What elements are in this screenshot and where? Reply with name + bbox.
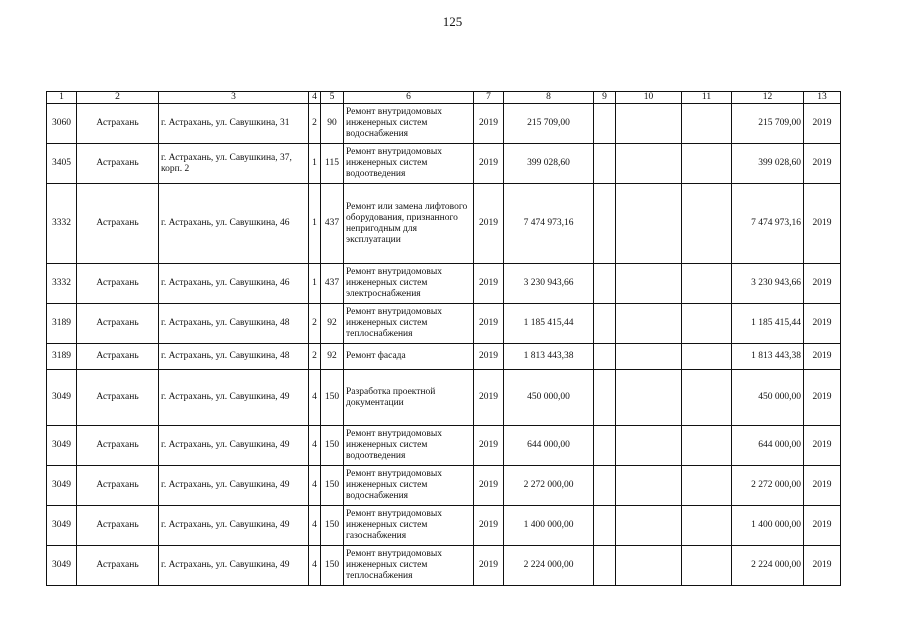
cell-col10 bbox=[616, 426, 682, 466]
table-row bbox=[47, 370, 841, 426]
cell-col5: 437 bbox=[321, 184, 344, 264]
cell-address: г. Астрахань, ул. Савушкина, 46 bbox=[159, 184, 309, 264]
cell-municipality: Астрахань bbox=[77, 144, 159, 184]
cell-year-end: 2019 bbox=[804, 344, 841, 370]
table-row bbox=[47, 264, 841, 304]
column-header: 4 bbox=[309, 92, 321, 104]
table-row bbox=[47, 344, 841, 370]
cell-col9 bbox=[594, 466, 616, 506]
cell-col9 bbox=[594, 304, 616, 344]
column-header: 10 bbox=[616, 92, 682, 104]
cell-register-id: 3189 bbox=[47, 344, 77, 370]
cell-col11 bbox=[682, 304, 732, 344]
cell-cost-total: 1 185 415,44 bbox=[732, 304, 804, 344]
cell-cost: 2 224 000,00 bbox=[504, 546, 594, 586]
cell-work-type: Разработка проектной документации bbox=[344, 370, 474, 426]
page-number: 125 bbox=[442, 14, 463, 29]
cell-municipality: Астрахань bbox=[77, 426, 159, 466]
cell-year: 2019 bbox=[474, 104, 504, 144]
cell-work-type: Ремонт внутридомовых инженерных систем водоотведения bbox=[344, 144, 474, 184]
cell-col11 bbox=[682, 546, 732, 586]
cell-year-end: 2019 bbox=[804, 144, 841, 184]
cell-col5: 90 bbox=[321, 104, 344, 144]
cell-cost: 1 185 415,44 bbox=[504, 304, 594, 344]
cell-work-type: Ремонт фасада bbox=[344, 344, 474, 370]
cell-cost: 2 272 000,00 bbox=[504, 466, 594, 506]
cell-address: г. Астрахань, ул. Савушкина, 46 bbox=[159, 264, 309, 304]
cell-col4: 1 bbox=[309, 264, 321, 304]
cell-work-type: Ремонт внутридомовых инженерных систем теплоснабжения bbox=[344, 304, 474, 344]
cell-cost-total: 7 474 973,16 bbox=[732, 184, 804, 264]
cell-register-id: 3049 bbox=[47, 546, 77, 586]
cell-cost-total: 644 000,00 bbox=[732, 426, 804, 466]
cell-year-end: 2019 bbox=[804, 466, 841, 506]
cell-address: г. Астрахань, ул. Савушкина, 49 bbox=[159, 506, 309, 546]
column-header: 3 bbox=[159, 92, 309, 104]
column-header: 7 bbox=[474, 92, 504, 104]
cell-work-type: Ремонт внутридомовых инженерных систем теплоснабжения bbox=[344, 546, 474, 586]
cell-register-id: 3332 bbox=[47, 184, 77, 264]
table-row bbox=[47, 506, 841, 546]
cell-register-id: 3049 bbox=[47, 506, 77, 546]
cell-cost-total: 2 272 000,00 bbox=[732, 466, 804, 506]
column-header: 8 bbox=[504, 92, 594, 104]
cell-col9 bbox=[594, 104, 616, 144]
capital-repair-table bbox=[46, 91, 841, 586]
cell-col9 bbox=[594, 426, 616, 466]
cell-cost-total: 450 000,00 bbox=[732, 370, 804, 426]
cell-col5: 150 bbox=[321, 506, 344, 546]
cell-year: 2019 bbox=[474, 304, 504, 344]
cell-address: г. Астрахань, ул. Савушкина, 49 bbox=[159, 370, 309, 426]
column-header: 2 bbox=[77, 92, 159, 104]
column-header: 5 bbox=[321, 92, 344, 104]
cell-work-type: Ремонт внутридомовых инженерных систем электроснабжения bbox=[344, 264, 474, 304]
table-row bbox=[47, 426, 841, 466]
cell-col10 bbox=[616, 466, 682, 506]
cell-year-end: 2019 bbox=[804, 506, 841, 546]
cell-cost-total: 3 230 943,66 bbox=[732, 264, 804, 304]
cell-col4: 1 bbox=[309, 144, 321, 184]
cell-col9 bbox=[594, 264, 616, 304]
cell-col5: 150 bbox=[321, 370, 344, 426]
cell-col5: 92 bbox=[321, 344, 344, 370]
column-header: 13 bbox=[804, 92, 841, 104]
cell-col5: 150 bbox=[321, 546, 344, 586]
cell-work-type: Ремонт внутридомовых инженерных систем водоотведения bbox=[344, 426, 474, 466]
cell-col5: 437 bbox=[321, 264, 344, 304]
cell-col11 bbox=[682, 104, 732, 144]
cell-work-type: Ремонт внутридомовых инженерных систем водоснабжения bbox=[344, 104, 474, 144]
cell-cost: 450 000,00 bbox=[504, 370, 594, 426]
cell-year: 2019 bbox=[474, 506, 504, 546]
cell-register-id: 3332 bbox=[47, 264, 77, 304]
cell-col4: 2 bbox=[309, 344, 321, 370]
cell-cost-total: 399 028,60 bbox=[732, 144, 804, 184]
cell-year-end: 2019 bbox=[804, 546, 841, 586]
cell-col10 bbox=[616, 344, 682, 370]
cell-col11 bbox=[682, 184, 732, 264]
cell-cost: 644 000,00 bbox=[504, 426, 594, 466]
cell-col4: 2 bbox=[309, 304, 321, 344]
column-header: 6 bbox=[344, 92, 474, 104]
cell-col4: 4 bbox=[309, 426, 321, 466]
cell-cost-total: 1 813 443,38 bbox=[732, 344, 804, 370]
cell-year: 2019 bbox=[474, 184, 504, 264]
cell-year: 2019 bbox=[474, 466, 504, 506]
cell-col10 bbox=[616, 144, 682, 184]
cell-col10 bbox=[616, 546, 682, 586]
cell-col10 bbox=[616, 506, 682, 546]
cell-cost: 1 813 443,38 bbox=[504, 344, 594, 370]
cell-year-end: 2019 bbox=[804, 370, 841, 426]
cell-col4: 4 bbox=[309, 546, 321, 586]
cell-cost: 3 230 943,66 bbox=[504, 264, 594, 304]
cell-work-type: Ремонт внутридомовых инженерных систем водоснабжения bbox=[344, 466, 474, 506]
cell-municipality: Астрахань bbox=[77, 546, 159, 586]
cell-year-end: 2019 bbox=[804, 304, 841, 344]
table-row bbox=[47, 184, 841, 264]
column-header: 11 bbox=[682, 92, 732, 104]
cell-col9 bbox=[594, 344, 616, 370]
cell-address: г. Астрахань, ул. Савушкина, 37, корп. 2 bbox=[159, 144, 309, 184]
cell-register-id: 3049 bbox=[47, 426, 77, 466]
cell-col11 bbox=[682, 506, 732, 546]
cell-col4: 4 bbox=[309, 506, 321, 546]
cell-year-end: 2019 bbox=[804, 184, 841, 264]
cell-cost: 1 400 000,00 bbox=[504, 506, 594, 546]
cell-year-end: 2019 bbox=[804, 264, 841, 304]
cell-cost: 399 028,60 bbox=[504, 144, 594, 184]
cell-col5: 150 bbox=[321, 466, 344, 506]
cell-col5: 150 bbox=[321, 426, 344, 466]
cell-cost: 7 474 973,16 bbox=[504, 184, 594, 264]
table-row bbox=[47, 546, 841, 586]
cell-municipality: Астрахань bbox=[77, 184, 159, 264]
cell-col5: 115 bbox=[321, 144, 344, 184]
cell-address: г. Астрахань, ул. Савушкина, 49 bbox=[159, 426, 309, 466]
column-header: 9 bbox=[594, 92, 616, 104]
table-row bbox=[47, 304, 841, 344]
cell-year: 2019 bbox=[474, 426, 504, 466]
cell-col4: 2 bbox=[309, 104, 321, 144]
cell-work-type: Ремонт или замена лифтового оборудования, признанного непригодным для эксплуатации bbox=[344, 184, 474, 264]
cell-col11 bbox=[682, 466, 732, 506]
cell-col4: 4 bbox=[309, 370, 321, 426]
cell-register-id: 3405 bbox=[47, 144, 77, 184]
cell-address: г. Астрахань, ул. Савушкина, 49 bbox=[159, 466, 309, 506]
cell-col10 bbox=[616, 184, 682, 264]
cell-municipality: Астрахань bbox=[77, 344, 159, 370]
cell-col4: 1 bbox=[309, 184, 321, 264]
table-row bbox=[47, 466, 841, 506]
cell-year: 2019 bbox=[474, 144, 504, 184]
cell-col11 bbox=[682, 344, 732, 370]
cell-register-id: 3060 bbox=[47, 104, 77, 144]
cell-col10 bbox=[616, 264, 682, 304]
column-number-row bbox=[47, 92, 841, 104]
cell-cost-total: 1 400 000,00 bbox=[732, 506, 804, 546]
cell-col10 bbox=[616, 370, 682, 426]
cell-register-id: 3189 bbox=[47, 304, 77, 344]
column-header: 1 bbox=[47, 92, 77, 104]
column-header: 12 bbox=[732, 92, 804, 104]
cell-col10 bbox=[616, 304, 682, 344]
cell-col5: 92 bbox=[321, 304, 344, 344]
cell-year: 2019 bbox=[474, 264, 504, 304]
cell-cost-total: 215 709,00 bbox=[732, 104, 804, 144]
cell-year: 2019 bbox=[474, 370, 504, 426]
cell-col10 bbox=[616, 104, 682, 144]
cell-municipality: Астрахань bbox=[77, 104, 159, 144]
cell-col9 bbox=[594, 546, 616, 586]
cell-col9 bbox=[594, 184, 616, 264]
cell-register-id: 3049 bbox=[47, 466, 77, 506]
cell-register-id: 3049 bbox=[47, 370, 77, 426]
cell-address: г. Астрахань, ул. Савушкина, 31 bbox=[159, 104, 309, 144]
cell-municipality: Астрахань bbox=[77, 370, 159, 426]
cell-col11 bbox=[682, 144, 732, 184]
cell-year: 2019 bbox=[474, 344, 504, 370]
cell-municipality: Астрахань bbox=[77, 264, 159, 304]
cell-work-type: Ремонт внутридомовых инженерных систем газоснабжения bbox=[344, 506, 474, 546]
cell-col11 bbox=[682, 426, 732, 466]
cell-cost: 215 709,00 bbox=[504, 104, 594, 144]
cell-address: г. Астрахань, ул. Савушкина, 48 bbox=[159, 304, 309, 344]
cell-year: 2019 bbox=[474, 546, 504, 586]
cell-col11 bbox=[682, 264, 732, 304]
cell-col9 bbox=[594, 370, 616, 426]
cell-year-end: 2019 bbox=[804, 104, 841, 144]
table-row bbox=[47, 104, 841, 144]
cell-year-end: 2019 bbox=[804, 426, 841, 466]
cell-municipality: Астрахань bbox=[77, 304, 159, 344]
table-row bbox=[47, 144, 841, 184]
cell-address: г. Астрахань, ул. Савушкина, 49 bbox=[159, 546, 309, 586]
cell-cost-total: 2 224 000,00 bbox=[732, 546, 804, 586]
cell-municipality: Астрахань bbox=[77, 506, 159, 546]
cell-address: г. Астрахань, ул. Савушкина, 48 bbox=[159, 344, 309, 370]
cell-col9 bbox=[594, 506, 616, 546]
cell-municipality: Астрахань bbox=[77, 466, 159, 506]
cell-col11 bbox=[682, 370, 732, 426]
cell-col9 bbox=[594, 144, 616, 184]
cell-col4: 4 bbox=[309, 466, 321, 506]
